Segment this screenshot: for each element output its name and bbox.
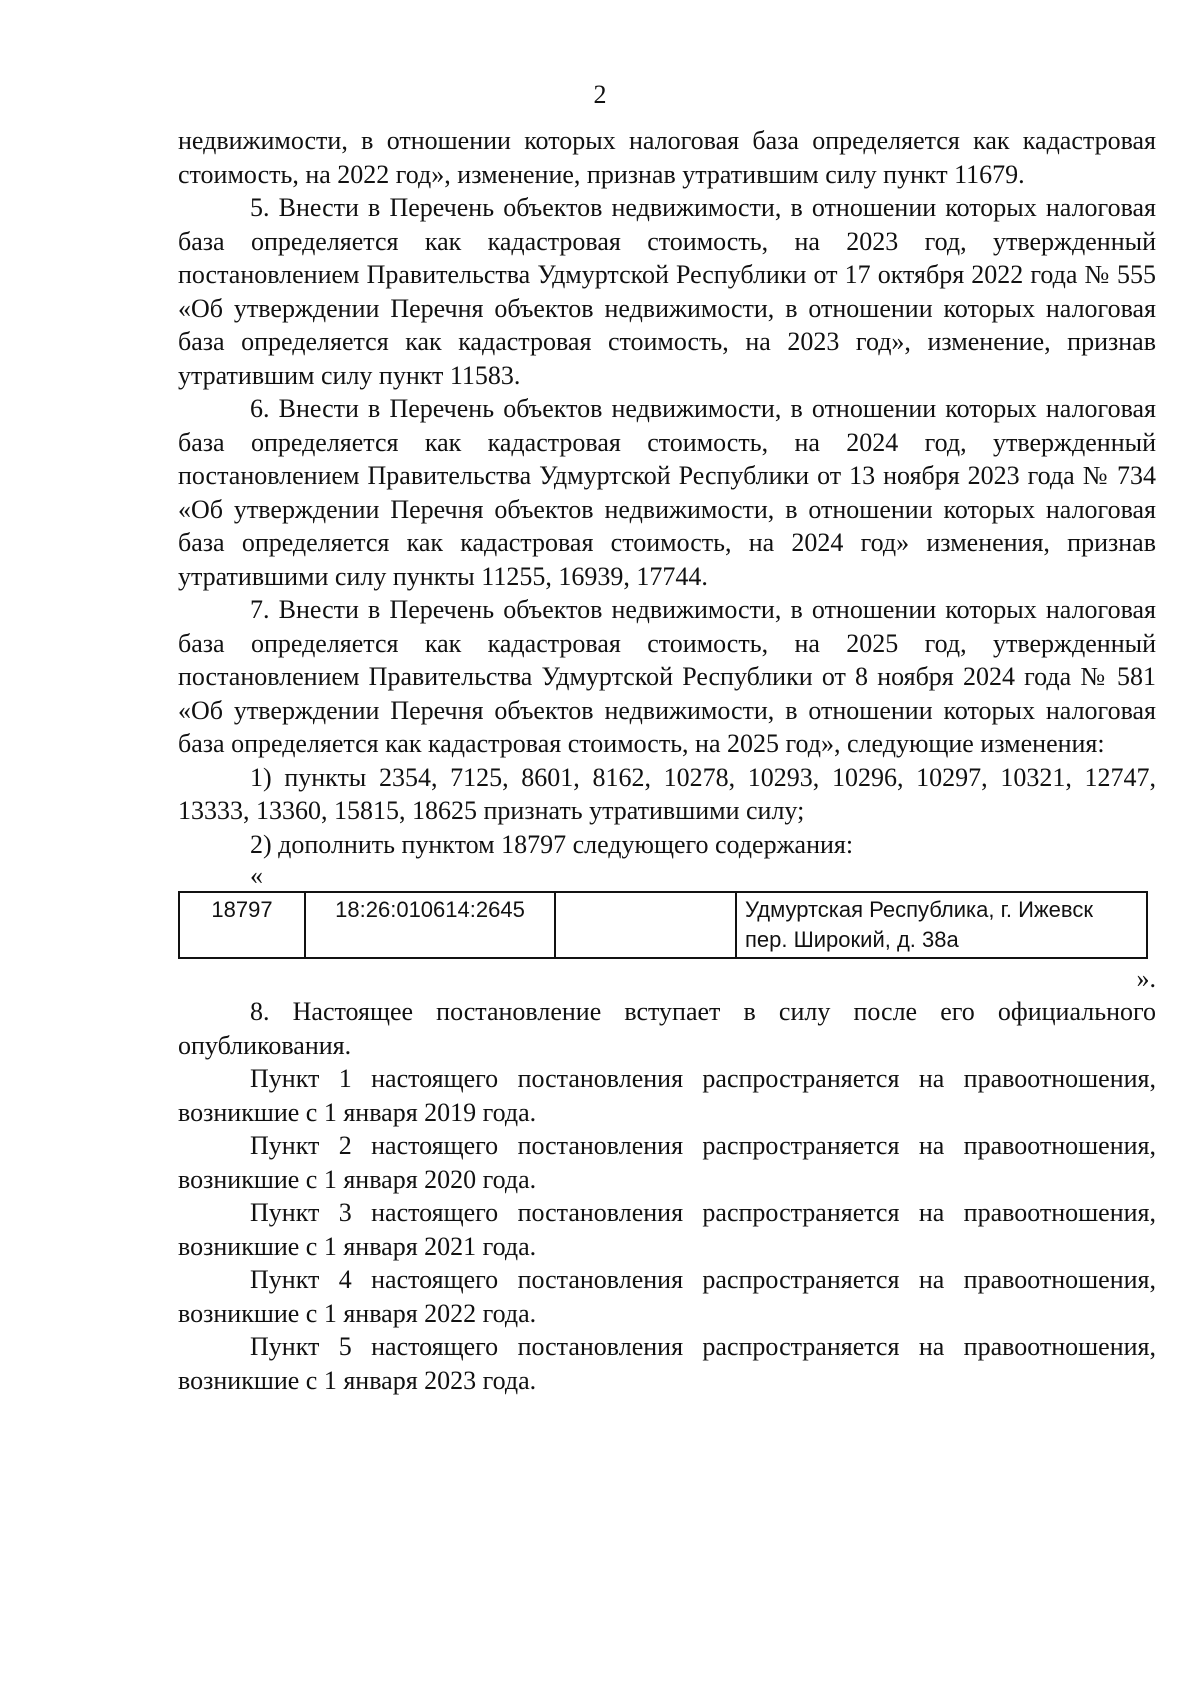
- new-entry-table: [178, 891, 1148, 959]
- paragraph-point-4: Пункт 4 настоящего постановления распространяется на правоотношения, возникшие с 1 января 2022 года.: [178, 1265, 1156, 1328]
- closing-quote: ».: [1136, 964, 1156, 993]
- page-number: 2: [593, 80, 607, 109]
- paragraph-continuation: недвижимости, в отношении которых налоговая база определяется как кадастровая стоимость, на 2022 год», изменение, признав утратившим силу пункт 11679.: [178, 126, 1156, 189]
- paragraph-item-8: 8. Настоящее постановление вступает в силу после его официального опубликования.: [178, 997, 1156, 1060]
- document-body: [178, 124, 1156, 1397]
- paragraph-item-5: 5. Внести в Перечень объектов недвижимости, в отношении которых налоговая база определяется как кадастровая стоимость, на 2023 год, утвержденный постановлением Правительства Удмуртской Республики от 17 октября 2022 года № 555 «Об утверждении Перечня объектов недвижимости, в отношении которых налоговая база определяется как кадастровая стоимость, на 2023 год», изменение, признав утратившим силу пункт 11583.: [178, 193, 1156, 390]
- table-row: [179, 892, 1147, 958]
- empty-cell: [555, 892, 736, 958]
- paragraph-point-3: Пункт 3 настоящего постановления распространяется на правоотношения, возникшие с 1 января 2021 года.: [178, 1198, 1156, 1261]
- cadastral-number-cell: 18:26:010614:2645: [305, 892, 555, 958]
- paragraph-item-7: 7. Внести в Перечень объектов недвижимости, в отношении которых налоговая база определяется как кадастровая стоимость, на 2025 год, утвержденный постановлением Правительства Удмуртской Республики от 8 ноября 2024 года № 581 «Об утверждении Перечня объектов недвижимости, в отношении которых налоговая база определяется как кадастровая стоимость, на 2025 год», следующие изменения:: [178, 595, 1156, 758]
- paragraph-item-6: 6. Внести в Перечень объектов недвижимости, в отношении которых налоговая база определяется как кадастровая стоимость, на 2024 год, утвержденный постановлением Правительства Удмуртской Республики от 13 ноября 2023 года № 734 «Об утверждении Перечня объектов недвижимости, в отношении которых налоговая база определяется как кадастровая стоимость, на 2024 год» изменения, признав утратившими силу пункты 11255, 16939, 17744.: [178, 394, 1156, 591]
- paragraph-point-5: Пункт 5 настоящего постановления распространяется на правоотношения, возникшие с 1 января 2023 года.: [178, 1332, 1156, 1395]
- paragraph-point-2: Пункт 2 настоящего постановления распространяется на правоотношения, возникшие с 1 января 2020 года.: [178, 1131, 1156, 1194]
- subitem-1: 1) пункты 2354, 7125, 8601, 8162, 10278, 10293, 10296, 10297, 10321, 12747, 13333, 13360, 15815, 18625 признать утратившими силу;: [178, 762, 1156, 825]
- entry-number-cell: 18797: [179, 892, 305, 958]
- subitem-2: 2) дополнить пунктом 18797 следующего содержания:: [250, 829, 854, 859]
- opening-quote: «: [250, 861, 263, 890]
- paragraph-point-1: Пункт 1 настоящего постановления распространяется на правоотношения, возникшие с 1 января 2019 года.: [178, 1064, 1156, 1127]
- address-cell: Удмуртская Республика, г. Ижевск пер. Широкий, д. 38а: [736, 892, 1147, 958]
